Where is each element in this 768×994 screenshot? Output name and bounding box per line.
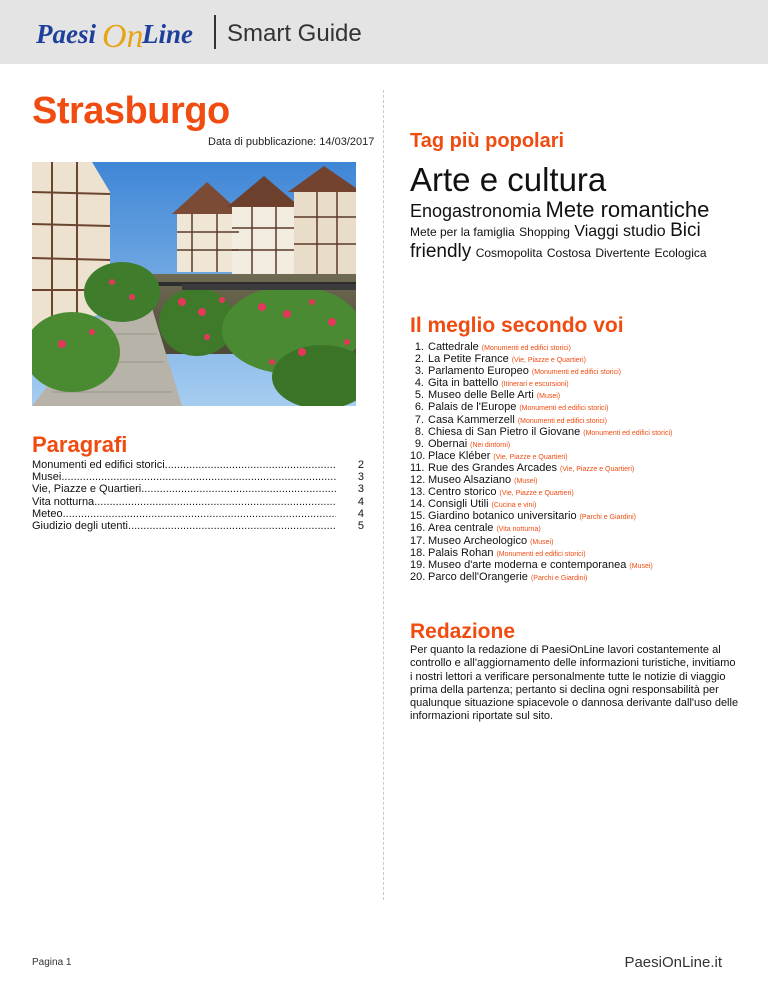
item-number: 16. bbox=[410, 522, 426, 535]
item-name: Consigli Utili bbox=[428, 498, 489, 511]
list-item[interactable] bbox=[410, 389, 750, 401]
tags-title: Tag più popolari bbox=[410, 130, 565, 152]
list-item[interactable] bbox=[410, 498, 750, 510]
item-number: 11. bbox=[410, 461, 425, 474]
item-number: 5. bbox=[414, 389, 424, 402]
redazione-text: Per quanto la redazione di PaesiOnLine lavori costantemente al controllo e all'aggiornamento delle informazioni turistiche, invitiamo i nostri lettori a verificare personalmente tutte le notizie di viaggio prima della partenza; pertanto si declina ogni responsabilità per qualunque situazione spiacevole o dannosa derivante dall'uso delle informazioni riportate sul sito. bbox=[410, 644, 739, 723]
page-header bbox=[0, 0, 768, 64]
item-number: 2. bbox=[414, 353, 424, 366]
toc-page: 4 bbox=[357, 507, 364, 520]
item-category: (Parchi e Giardini) bbox=[530, 574, 588, 582]
item-number: 19. bbox=[410, 558, 426, 571]
list-item[interactable] bbox=[410, 365, 750, 377]
item-name: Obernai bbox=[428, 437, 468, 450]
toc-label: Musei ..... bbox=[32, 471, 336, 483]
list-item[interactable] bbox=[410, 547, 750, 559]
list-item[interactable] bbox=[410, 571, 750, 583]
logo-text-line: Line bbox=[142, 19, 193, 49]
item-category: (Musei) bbox=[530, 538, 554, 546]
item-category: (Musei) bbox=[629, 562, 653, 570]
item-name: Parco dell'Orangerie bbox=[428, 570, 528, 583]
item-number: 14. bbox=[410, 498, 426, 511]
item-number: 6. bbox=[414, 401, 424, 414]
item-number: 8. bbox=[414, 425, 424, 438]
list-item[interactable] bbox=[410, 341, 750, 353]
item-name: Rue des Grandes Arcades bbox=[428, 461, 558, 474]
item-name: Parlamento Europeo bbox=[428, 365, 529, 378]
page-number: Pagina 1 bbox=[32, 957, 72, 968]
item-category: (Monumenti ed edifici storici) bbox=[531, 369, 621, 377]
item-number: 7. bbox=[414, 413, 424, 426]
best-title: Il meglio secondo voi bbox=[410, 314, 624, 337]
list-item[interactable] bbox=[410, 535, 750, 547]
item-category: (Vie, Piazze e Quartieri) bbox=[499, 490, 574, 498]
toc-page: 4 bbox=[357, 495, 364, 508]
list-item[interactable] bbox=[410, 510, 750, 522]
list-item[interactable] bbox=[410, 474, 750, 486]
item-category: (Monumenti ed edifici storici) bbox=[583, 429, 673, 437]
tag-arte-cultura[interactable]: Arte e cultura bbox=[410, 161, 607, 198]
redazione-title: Redazione bbox=[410, 620, 516, 643]
city-photo bbox=[32, 162, 356, 406]
tag-shopping[interactable]: Shopping bbox=[519, 225, 570, 240]
item-name: Giardino botanico universitario bbox=[428, 510, 577, 523]
item-number: 4. bbox=[414, 377, 424, 390]
item-name: Palais de l'Europe bbox=[428, 401, 517, 414]
list-item[interactable] bbox=[410, 522, 750, 534]
header-title: Smart Guide bbox=[227, 20, 362, 47]
tag-viaggi-studio[interactable]: Viaggi studio bbox=[574, 223, 666, 241]
list-item[interactable] bbox=[410, 401, 750, 413]
toc-label: Vita notturna ..... bbox=[32, 496, 336, 508]
item-category: (Parchi e Giardini) bbox=[579, 514, 637, 522]
item-number: 15. bbox=[410, 510, 426, 523]
tag-mete-famiglia[interactable]: Mete per la famiglia bbox=[410, 225, 515, 240]
toc-label: Meteo ..... bbox=[32, 508, 336, 520]
toc-page: 2 bbox=[357, 459, 364, 471]
paragrafi-title: Paragrafi bbox=[32, 432, 128, 457]
city-title: Strasburgo bbox=[32, 90, 230, 132]
toc-label: Monumenti ed edifici storici ..... bbox=[32, 459, 336, 471]
tag-costosa[interactable]: Costosa bbox=[546, 245, 591, 260]
item-name: Museo Alsaziano bbox=[428, 474, 512, 487]
logo-text-paesi: Paesi bbox=[36, 19, 96, 49]
item-name: Casa Kammerzell bbox=[428, 413, 515, 426]
best-list bbox=[410, 341, 750, 583]
toc-page: 5 bbox=[357, 519, 364, 532]
item-category: (Monumenti ed edifici storici) bbox=[481, 345, 571, 352]
item-name: Museo Archeologico bbox=[428, 534, 528, 547]
tag-bici-friendly[interactable]: Bici friendly bbox=[410, 220, 701, 262]
item-name: Area centrale bbox=[428, 522, 494, 535]
toc-label: Vie, Piazze e Quartieri ..... bbox=[32, 483, 336, 495]
item-name: Cattedrale bbox=[428, 341, 479, 353]
tag-divertente[interactable]: Divertente bbox=[595, 245, 651, 260]
item-category: (Musei) bbox=[536, 393, 561, 401]
toc-row[interactable] bbox=[32, 496, 364, 508]
toc-page: 3 bbox=[357, 483, 364, 496]
list-item[interactable] bbox=[410, 414, 750, 426]
item-number: 17. bbox=[410, 534, 426, 547]
item-name: Place Kléber bbox=[428, 449, 491, 462]
item-category: (Vie, Piazze e Quartieri) bbox=[493, 453, 568, 461]
item-number: 1. bbox=[414, 341, 424, 353]
list-item[interactable] bbox=[410, 426, 750, 438]
list-item[interactable] bbox=[410, 377, 750, 389]
item-category: (Vie, Piazze e Quartieri) bbox=[560, 465, 635, 473]
item-name: La Petite France bbox=[428, 353, 509, 366]
publication-date: Data di pubblicazione: 14/03/2017 bbox=[208, 136, 375, 148]
item-category: (Vie, Piazze e Quartieri) bbox=[511, 357, 586, 365]
item-category: (Nei dintorni) bbox=[470, 441, 511, 449]
toc-row[interactable] bbox=[32, 483, 364, 495]
item-category: (Monumenti ed edifici storici) bbox=[496, 550, 586, 558]
toc-row[interactable] bbox=[32, 459, 364, 471]
paesionline-logo[interactable] bbox=[36, 15, 196, 51]
tag-cosmopolita[interactable]: Cosmopolita bbox=[475, 245, 543, 260]
item-number: 18. bbox=[410, 546, 426, 559]
item-category: (Vita notturna) bbox=[496, 526, 541, 534]
item-number: 13. bbox=[410, 486, 426, 499]
toc-row[interactable] bbox=[32, 508, 364, 520]
list-item[interactable] bbox=[410, 438, 750, 450]
item-category: (Itinerari e escursioni) bbox=[501, 381, 569, 389]
list-item[interactable] bbox=[410, 559, 750, 571]
list-item[interactable] bbox=[410, 450, 750, 462]
list-item[interactable] bbox=[410, 486, 750, 498]
item-number: 12. bbox=[410, 474, 426, 487]
item-number: 20. bbox=[410, 570, 426, 583]
logo-text-on: On bbox=[102, 18, 144, 51]
item-category: (Musei) bbox=[514, 478, 538, 486]
item-name: Palais Rohan bbox=[428, 546, 494, 559]
tag-cloud bbox=[410, 162, 745, 262]
item-number: 9. bbox=[414, 437, 424, 450]
tag-ecologica[interactable]: Ecologica bbox=[654, 245, 707, 260]
toc-page: 3 bbox=[357, 471, 364, 484]
toc-label: Giudizio degli utenti ..... bbox=[32, 520, 336, 532]
item-number: 10. bbox=[410, 449, 426, 462]
header-divider bbox=[214, 15, 216, 49]
item-name: Museo d'arte moderna e contemporanea bbox=[428, 558, 627, 571]
table-of-contents bbox=[32, 459, 364, 532]
toc-row[interactable] bbox=[32, 520, 364, 532]
list-item[interactable] bbox=[410, 462, 750, 474]
column-divider bbox=[383, 90, 384, 900]
item-name: Centro storico bbox=[428, 486, 497, 499]
tag-enogastronomia[interactable]: Enogastronomia bbox=[410, 200, 542, 221]
item-category: (Cucina e vini) bbox=[491, 502, 537, 510]
toc-row[interactable] bbox=[32, 471, 364, 483]
item-name: Chiesa di San Pietro il Giovane bbox=[428, 425, 581, 438]
item-name: Museo delle Belle Arti bbox=[428, 389, 534, 402]
item-name: Gita in battello bbox=[428, 377, 499, 390]
tag-mete-romantiche[interactable]: Mete romantiche bbox=[545, 196, 710, 222]
list-item[interactable] bbox=[410, 353, 750, 365]
site-link[interactable]: PaesiOnLine.it bbox=[624, 954, 722, 971]
item-category: (Monumenti ed edifici storici) bbox=[519, 405, 609, 413]
item-number: 3. bbox=[414, 365, 424, 378]
item-category: (Monumenti ed edifici storici) bbox=[517, 417, 607, 425]
